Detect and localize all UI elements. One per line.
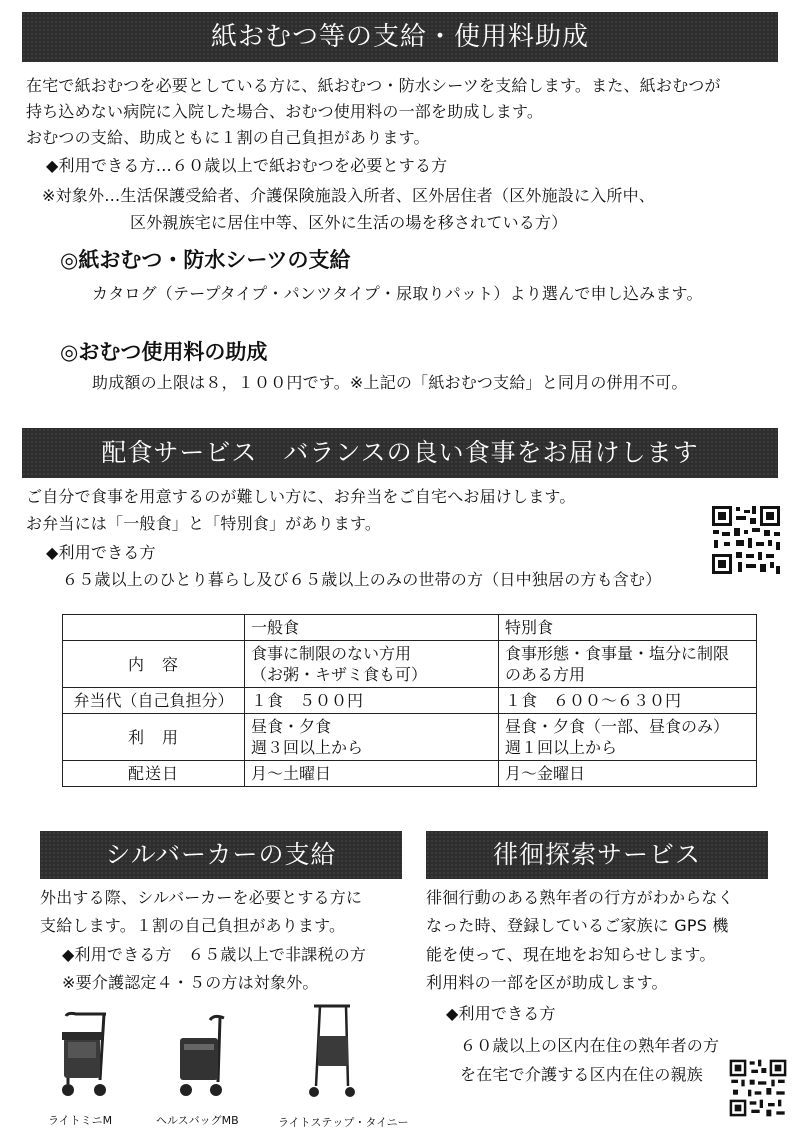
silvercar-note: ※要介護認定４・５の方は対象外。: [62, 973, 319, 992]
diaper-supply-text: カタログ（テープタイプ・パンツタイプ・尿取りパット）より選んで申し込みます。: [92, 284, 703, 303]
table-cell-delivery-special: 月～金曜日: [499, 761, 757, 787]
shopping-walker-icon: [300, 1000, 370, 1102]
wandering-eligible-label: ◆利用できる方: [446, 1004, 556, 1023]
diaper-excluded-line-1: ※対象外…生活保護受給者、介護保険施設入所者、区外居住者（区外施設に入所中、: [42, 186, 656, 205]
wandering-eligible-line-2: を在宅で介護する区内在住の親族: [460, 1065, 704, 1084]
silvercar-line-2: 支給します。１割の自己負担があります。: [40, 916, 346, 935]
table-row: [63, 688, 757, 714]
table-cell-use-general: [245, 714, 499, 761]
table-cell-line: 昼食・夕食: [251, 717, 332, 736]
wandering-section-header: [426, 831, 768, 879]
table-cell-line: 昼食・夕食（一部、昼食のみ）: [505, 717, 730, 736]
meal-eligible-text: ６５歳以上のひとり暮らし及び６５歳以上のみの世帯の方（日中独居の方も含む）: [62, 570, 662, 589]
silvercar-product-2-image: [170, 1010, 240, 1106]
silvercar-product-1-name: ライトミニM: [48, 1114, 113, 1127]
silvercar-product-1-image: [54, 1010, 124, 1106]
silvercar-product-3-image: [300, 1000, 370, 1106]
wandering-line-4: 利用料の一部を区が助成します。: [426, 973, 668, 992]
diaper-supply-heading: ◎紙おむつ・防水シーツの支給: [60, 248, 351, 272]
table-row-label-content: 内 容: [63, 641, 245, 688]
silvercar-section-header: [40, 831, 402, 879]
wandering-line-2: なった時、登録しているご家族に GPS 機: [426, 916, 729, 935]
table-cell-line: 週３回以上から: [251, 738, 364, 757]
meal-qr-code: [710, 504, 782, 576]
table-cell-content-special: [499, 641, 757, 688]
shopping-walker-icon: [170, 1010, 240, 1102]
table-row: [63, 714, 757, 761]
diaper-subsidy-heading: ◎おむつ使用料の助成: [60, 340, 268, 364]
qr-code-icon: [728, 1058, 788, 1118]
meal-section-title: 配食サービス バランスの良い食事をお届けします: [101, 438, 699, 467]
table-row-label-delivery: 配送日: [63, 761, 245, 787]
silvercar-section-title: シルバーカーの支給: [105, 840, 337, 869]
diaper-intro-line-1: 在宅で紙おむつを必要としている方に、紙おむつ・防水シーツを支給します。また、紙おむつが: [26, 76, 721, 95]
table-cell-price-general: １食 ５００円: [245, 688, 499, 714]
diaper-section-header: [22, 12, 778, 62]
shopping-walker-icon: [54, 1010, 124, 1102]
table-cell-line: 食事形態・食事量・塩分に制限: [505, 644, 730, 663]
meal-service-table: [62, 614, 757, 787]
silvercar-line-1: 外出する際、シルバーカーを必要とする方に: [40, 888, 363, 907]
table-cell-empty: [63, 615, 245, 641]
table-cell-price-special: １食 ６００～６３０円: [499, 688, 757, 714]
table-header-special: 特別食: [499, 615, 757, 641]
wandering-eligible-line-1: ６０歳以上の区内在住の熟年者の方: [460, 1036, 720, 1055]
table-row: [63, 615, 757, 641]
table-header-general: 一般食: [245, 615, 499, 641]
meal-eligible-label: ◆利用できる方: [46, 543, 156, 562]
silvercar-product-2-name: ヘルスバッグMB: [156, 1114, 239, 1127]
wandering-line-1: 徘徊行動のある熟年者の行方がわからなく: [426, 888, 734, 907]
table-cell-line: のある方用: [505, 665, 586, 684]
table-cell-use-special: [499, 714, 757, 761]
table-cell-line: （お粥・キザミ食も可）: [251, 665, 428, 684]
table-cell-delivery-general: 月～土曜日: [245, 761, 499, 787]
meal-intro-line-1: ご自分で食事を用意するのが難しい方に、お弁当をご自宅へお届けします。: [26, 487, 576, 506]
table-row-label-price: 弁当代（自己負担分）: [63, 688, 245, 714]
meal-intro-line-2: お弁当には「一般食」と「特別食」があります。: [26, 514, 382, 533]
table-cell-line: 週１回以上から: [505, 738, 618, 757]
diaper-excluded-line-2: 区外親族宅に居住中等、区外に生活の場を移されている方）: [130, 213, 568, 232]
table-row: [63, 641, 757, 688]
diaper-section-title: 紙おむつ等の支給・使用料助成: [210, 22, 589, 52]
wandering-section-title: 徘徊探索サービス: [492, 840, 701, 869]
diaper-intro-line-2: 持ち込めない病院に入院した場合、おむつ使用料の一部を助成します。: [26, 102, 544, 121]
qr-code-icon: [710, 504, 782, 576]
table-row: [63, 761, 757, 787]
wandering-line-3: 能を使って、現在地をお知らせします。: [426, 945, 716, 964]
wandering-qr-code: [728, 1058, 788, 1118]
table-row-label-use: 利 用: [63, 714, 245, 761]
table-cell-content-general: [245, 641, 499, 688]
silvercar-product-3-name: ライトステップ・タイニー: [278, 1116, 409, 1129]
diaper-eligible: ◆利用できる方…６０歳以上で紙おむつを必要とする方: [46, 156, 448, 175]
silvercar-eligible: ◆利用できる方 ６５歳以上で非課税の方: [62, 945, 367, 964]
meal-section-header: [22, 428, 778, 478]
diaper-intro-line-3: おむつの支給、助成ともに１割の自己負担があります。: [26, 128, 430, 147]
table-cell-line: 食事に制限のない方用: [251, 644, 412, 663]
diaper-subsidy-text: 助成額の上限は８，１００円です。※上記の「紙おむつ支給」と同月の併用不可。: [92, 373, 688, 392]
